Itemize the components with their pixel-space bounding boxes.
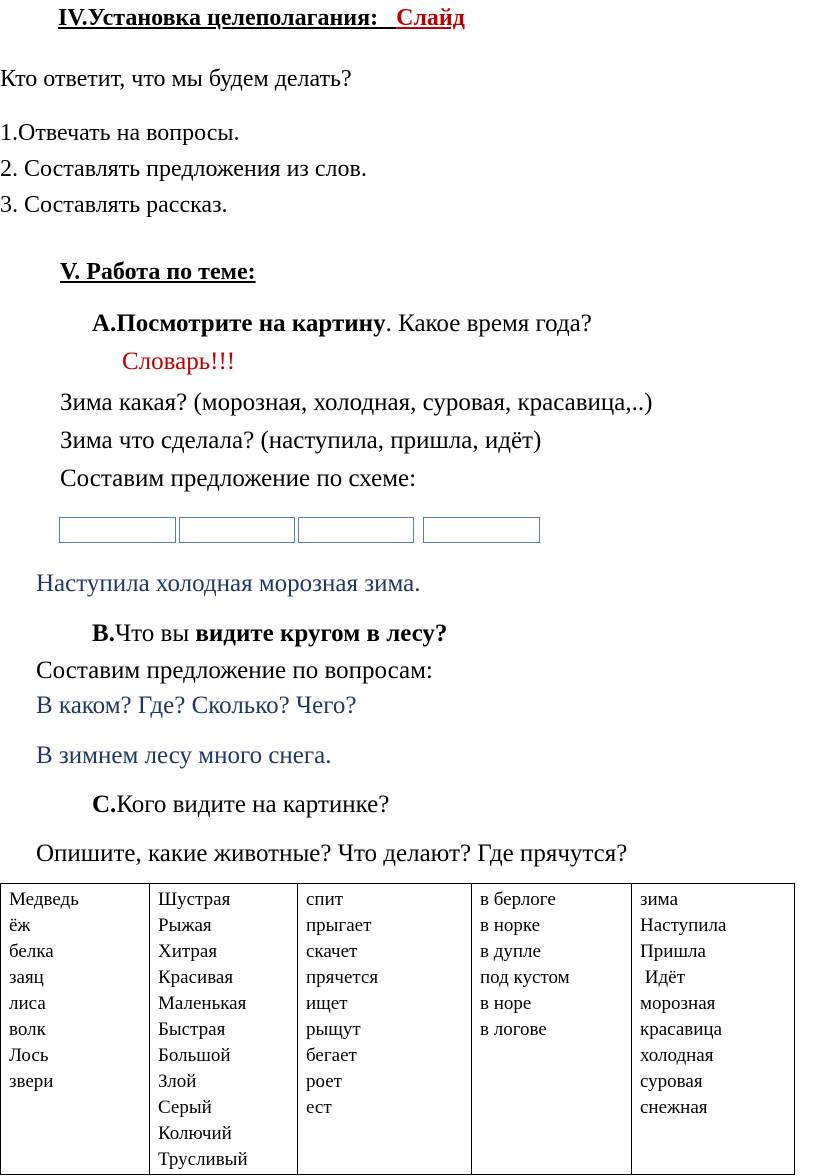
part-a-bold-text: Посмотрите на картину: [116, 310, 386, 337]
question-text: Кто ответит, что мы будем делать?: [0, 66, 352, 92]
list-item: в норке: [480, 915, 541, 936]
scheme-box-1: [59, 517, 176, 543]
part-b-answer: В зимнем лесу много снега.: [36, 742, 332, 769]
part-a-line-2: Зима что сделала? (наступила, пришла, идёт): [60, 427, 542, 454]
column-places: [472, 884, 632, 1175]
list-item: Хитрая: [158, 941, 218, 962]
column-verbs: [298, 884, 472, 1175]
plan-item-3: 3. Составлять рассказ.: [0, 192, 228, 218]
plan-item-1: 1.Отвечать на вопросы.: [0, 120, 240, 146]
list-item: ищет: [306, 993, 348, 1014]
list-item: прыгает: [306, 915, 372, 936]
part-b-normal: Что вы: [114, 620, 196, 647]
list-item: звери: [9, 1071, 54, 1092]
list-item: морозная: [640, 993, 716, 1014]
list-item: в дупле: [480, 941, 541, 962]
part-a-answer: Наступила холодная морозная зима.: [36, 570, 421, 597]
part-a-line-1: Зима какая? (морозная, холодная, суровая, красавица,..): [60, 389, 653, 416]
part-b-heading: [92, 619, 447, 649]
list-item: Злой: [158, 1071, 197, 1092]
part-b-label: B.: [92, 620, 115, 647]
list-item: бегает: [306, 1045, 357, 1066]
list-item: Большой: [158, 1045, 231, 1066]
list-item: в берлоге: [480, 889, 556, 910]
list-item: в логове: [480, 1019, 547, 1040]
list-item: рыщут: [306, 1019, 361, 1040]
part-a-label: А.: [92, 310, 117, 337]
list-item: под кустом: [480, 967, 570, 988]
section-4-heading: [58, 4, 465, 32]
list-item: Идёт: [640, 967, 685, 988]
part-b-bold-text: видите кругом в лесу?: [195, 620, 448, 647]
list-item: Пришла: [640, 941, 706, 962]
list-item: холодная: [640, 1045, 714, 1066]
word-table: [0, 883, 795, 1175]
column-winter-words: [632, 884, 795, 1175]
part-c-heading: [92, 790, 389, 820]
list-item: Рыжая: [158, 915, 212, 936]
vocab-label: Словарь!!!: [122, 348, 236, 375]
list-item: белка: [9, 941, 54, 962]
list-item: зима: [640, 889, 678, 910]
scheme-box-3: [298, 517, 414, 543]
part-c-line-1: Опишите, какие животные? Что делают? Где прячутся?: [36, 840, 628, 867]
list-item: прячется: [306, 967, 379, 988]
list-item: роет: [306, 1071, 342, 1092]
part-c-text: Кого видите на картинке?: [116, 791, 390, 818]
part-a-line-3: Составим предложение по схеме:: [60, 465, 417, 492]
column-adjectives: [150, 884, 298, 1175]
part-b-line-1: Составим предложение по вопросам:: [36, 657, 433, 684]
list-item: Шустрая: [158, 889, 231, 910]
part-c-label: C.: [92, 791, 117, 818]
list-item: лиса: [9, 993, 46, 1014]
list-item: Трусливый: [158, 1149, 248, 1170]
part-a-heading: [92, 309, 592, 339]
list-item: красавица: [640, 1019, 723, 1040]
list-item: заяц: [9, 967, 44, 988]
list-item: Серый: [158, 1097, 212, 1118]
section-4-title: IV.Установка целеполагания:: [58, 5, 379, 31]
list-item: в норе: [480, 993, 532, 1014]
list-item: волк: [9, 1019, 46, 1040]
column-animals: [1, 884, 150, 1175]
part-a-rest: . Какое время года?: [385, 310, 592, 337]
scheme-box-2: [179, 517, 295, 543]
list-item: ёж: [9, 915, 31, 936]
list-item: суровая: [640, 1071, 703, 1092]
table-row: [1, 884, 795, 1175]
list-item: Колючий: [158, 1123, 232, 1144]
list-item: Наступила: [640, 915, 727, 936]
list-item: ест: [306, 1097, 332, 1118]
plan-item-2: 2. Составлять предложения из слов.: [0, 156, 367, 182]
list-item: Медведь: [9, 889, 79, 910]
list-item: Быстрая: [158, 1019, 226, 1040]
part-b-line-2: В каком? Где? Сколько? Чего?: [36, 692, 357, 719]
scheme-box-4: [423, 517, 540, 543]
section-5-heading: V. Работа по теме:: [60, 259, 256, 285]
slide-link[interactable]: Слайд: [396, 5, 465, 31]
list-item: спит: [306, 889, 344, 910]
list-item: Красивая: [158, 967, 234, 988]
list-item: Маленькая: [158, 993, 247, 1014]
list-item: снежная: [640, 1097, 708, 1118]
list-item: скачет: [306, 941, 358, 962]
list-item: Лось: [9, 1045, 49, 1066]
